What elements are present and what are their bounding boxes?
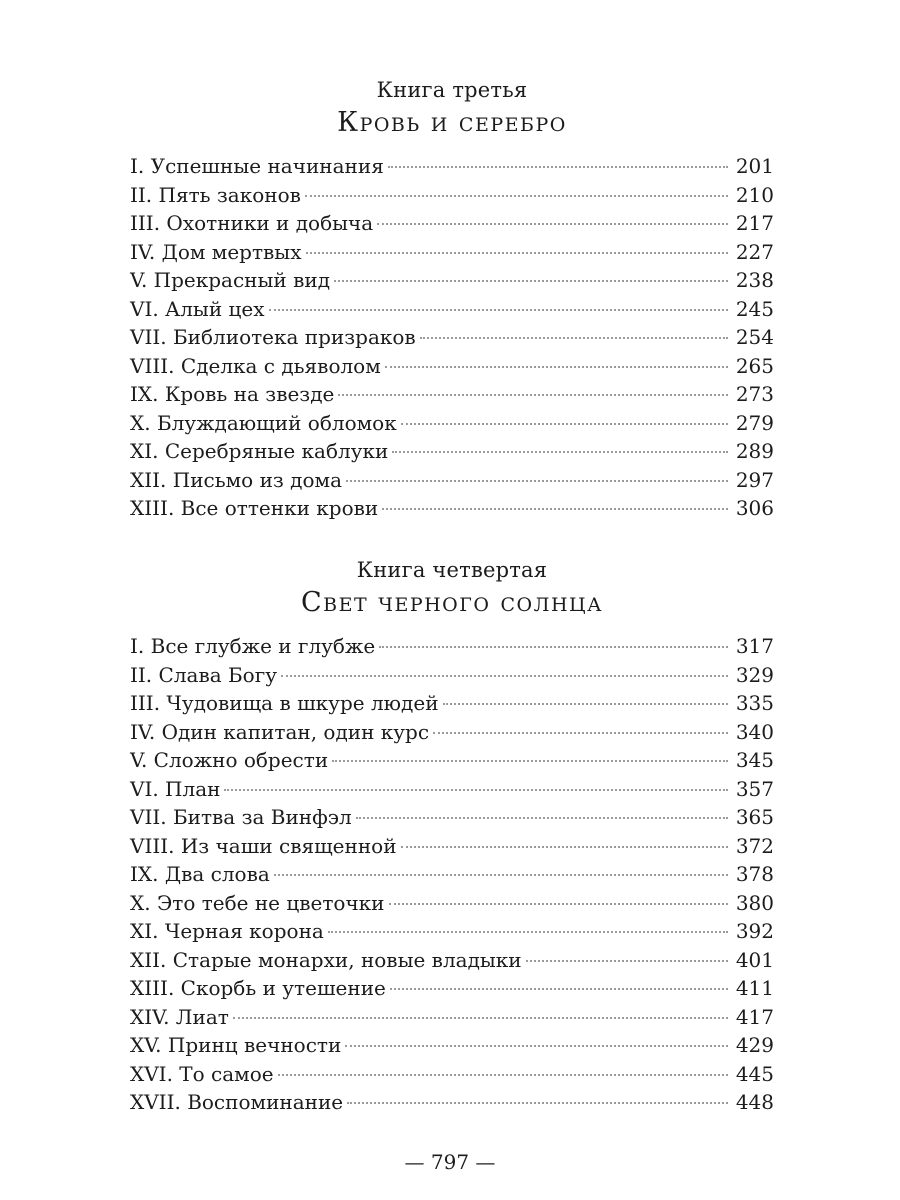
chapter-page-number: 357: [735, 776, 774, 801]
dot-leader: [224, 789, 727, 791]
toc-entry: [130, 1003, 774, 1032]
toc-entry: [130, 1031, 774, 1060]
chapter-page-number: 265: [735, 353, 774, 378]
dot-leader: [392, 451, 728, 453]
chapter-title: I. Все глубже и глубже: [130, 634, 376, 658]
toc-entry: [130, 409, 774, 438]
toc-entry: [130, 661, 774, 690]
chapter-title: V. Прекрасный вид: [130, 268, 331, 292]
chapter-title: IV. Дом мертвых: [130, 239, 302, 264]
dot-leader: [388, 166, 728, 168]
chapter-title: VIII. Сделка с дьяволом: [130, 353, 381, 378]
toc-entry: [130, 974, 774, 1003]
chapter-title: V. Сложно обрести: [130, 748, 329, 772]
chapter-title: VIII. Из чаши священной: [130, 833, 397, 858]
chapter-title: IX. Кровь на звезде: [130, 382, 335, 406]
chapter-title: VI. План: [130, 776, 221, 801]
chapter-title: XIII. Все оттенки крови: [130, 496, 379, 520]
toc-entry: [130, 917, 774, 946]
toc-entry: [130, 718, 774, 747]
toc-entry: [130, 295, 774, 324]
chapter-title: XIV. Лиат: [130, 1004, 229, 1029]
book-four-section: [130, 556, 774, 1117]
chapter-title: II. Пять законов: [130, 182, 301, 207]
toc-entry: [130, 209, 774, 238]
toc-entry: [130, 1088, 774, 1117]
chapter-title: XVI. То самое: [130, 1061, 274, 1086]
chapter-title: VI. Алый цех: [130, 296, 265, 321]
toc-entry: [130, 352, 774, 381]
chapter-title: I. Успешные начинания: [130, 154, 384, 178]
dot-leader: [274, 874, 728, 876]
toc-entry: [130, 323, 774, 352]
chapter-page-number: 445: [735, 1061, 774, 1086]
chapter-page-number: 365: [735, 805, 774, 829]
book-three-label: Книга третья: [376, 78, 528, 102]
dot-leader: [346, 480, 728, 482]
dot-leader: [332, 760, 728, 762]
chapter-page-number: 392: [735, 919, 774, 943]
book-three-contents: [130, 152, 774, 523]
chapter-title: III. Охотники и добыча: [130, 211, 374, 235]
toc-entry: [130, 803, 774, 832]
chapter-title: XI. Черная корона: [130, 919, 324, 943]
chapter-page-number: 297: [735, 467, 774, 492]
chapter-title: XVII. Воспоминание: [130, 1090, 344, 1114]
dot-leader: [347, 1102, 728, 1104]
dot-leader: [389, 903, 728, 905]
chapter-page-number: 317: [735, 634, 774, 658]
chapter-page-number: 238: [735, 268, 774, 292]
chapter-page-number: 372: [735, 833, 774, 858]
chapter-title: XIII. Скорбь и утешение: [130, 976, 386, 1000]
chapter-title: VII. Битва за Винфэл: [130, 805, 352, 829]
dot-leader: [345, 1045, 728, 1047]
toc-entry: [130, 889, 774, 918]
chapter-title: III. Чудовища в шкуре людей: [130, 691, 439, 715]
chapter-title: XII. Старые монархи, новые владыки: [130, 947, 522, 972]
chapter-page-number: 345: [735, 748, 774, 772]
toc-entry: [130, 380, 774, 409]
chapter-page-number: 401: [735, 947, 774, 972]
toc-entry: [130, 746, 774, 775]
chapter-page-number: 210: [735, 182, 774, 207]
chapter-page-number: 417: [735, 1004, 774, 1029]
book-three-title: Кровь и серебро: [337, 107, 567, 138]
chapter-title: X. Блуждающий обломок: [130, 410, 397, 435]
toc-entry: [130, 689, 774, 718]
toc-entry: [130, 832, 774, 861]
dot-leader: [385, 366, 728, 368]
dot-leader: [281, 675, 728, 677]
chapter-page-number: 245: [735, 296, 774, 321]
toc-entry: [130, 775, 774, 804]
chapter-title: XV. Принц вечности: [130, 1033, 342, 1057]
chapter-page-number: 335: [735, 691, 774, 715]
dot-leader: [379, 646, 728, 648]
dot-leader: [269, 309, 728, 311]
book-four-contents: [130, 632, 774, 1117]
chapter-title: X. Это тебе не цветочки: [130, 890, 385, 915]
dot-leader: [420, 337, 728, 339]
dot-leader: [306, 252, 728, 254]
dot-leader: [382, 508, 728, 510]
chapter-title: IV. Один капитан, один курс: [130, 719, 430, 744]
chapter-page-number: 340: [735, 719, 774, 744]
dot-leader: [526, 960, 728, 962]
toc-entry: [130, 238, 774, 267]
dot-leader: [443, 703, 728, 705]
dot-leader: [328, 931, 728, 933]
book-three-section: [130, 76, 774, 523]
toc-entry: [130, 437, 774, 466]
book-four-title: Свет черного солнца: [301, 587, 603, 618]
chapter-title: VII. Библиотека призраков: [130, 325, 416, 349]
chapter-page-number: 429: [735, 1033, 774, 1057]
toc-entry: [130, 632, 774, 661]
dot-leader: [334, 280, 728, 282]
chapter-page-number: 329: [735, 662, 774, 687]
chapter-page-number: 448: [735, 1090, 774, 1114]
chapter-page-number: 227: [735, 239, 774, 264]
toc-entry: [130, 181, 774, 210]
chapter-page-number: 273: [735, 382, 774, 406]
dot-leader: [377, 223, 728, 225]
chapter-page-number: 378: [735, 862, 774, 886]
dot-leader: [390, 988, 728, 990]
dot-leader: [233, 1017, 728, 1019]
chapter-title: IX. Два слова: [130, 862, 270, 886]
chapter-page-number: 411: [735, 976, 774, 1000]
dot-leader: [401, 423, 728, 425]
chapter-page-number: 254: [735, 325, 774, 349]
chapter-page-number: 217: [735, 211, 774, 235]
chapter-page-number: 201: [735, 154, 774, 178]
chapter-page-number: 289: [735, 439, 774, 463]
toc-entry: [130, 466, 774, 495]
chapter-title: II. Слава Богу: [130, 662, 277, 687]
book-four-label: Книга четвертая: [356, 558, 548, 582]
chapter-page-number: 279: [735, 410, 774, 435]
toc-entry: [130, 946, 774, 975]
toc-entry: [130, 860, 774, 889]
toc-entry: [130, 1060, 774, 1089]
toc-entry: [130, 152, 774, 181]
chapter-page-number: 306: [735, 496, 774, 520]
chapter-title: XI. Серебряные каблуки: [130, 439, 389, 463]
chapter-title: XII. Письмо из дома: [130, 467, 343, 492]
page-number: — 797 —: [404, 1150, 496, 1174]
toc-entry: [130, 494, 774, 523]
dot-leader: [278, 1074, 728, 1076]
dot-leader: [305, 195, 728, 197]
toc-entry: [130, 266, 774, 295]
chapter-page-number: 380: [735, 890, 774, 915]
dot-leader: [356, 817, 728, 819]
dot-leader: [401, 846, 728, 848]
dot-leader: [338, 394, 727, 396]
dot-leader: [433, 732, 728, 734]
